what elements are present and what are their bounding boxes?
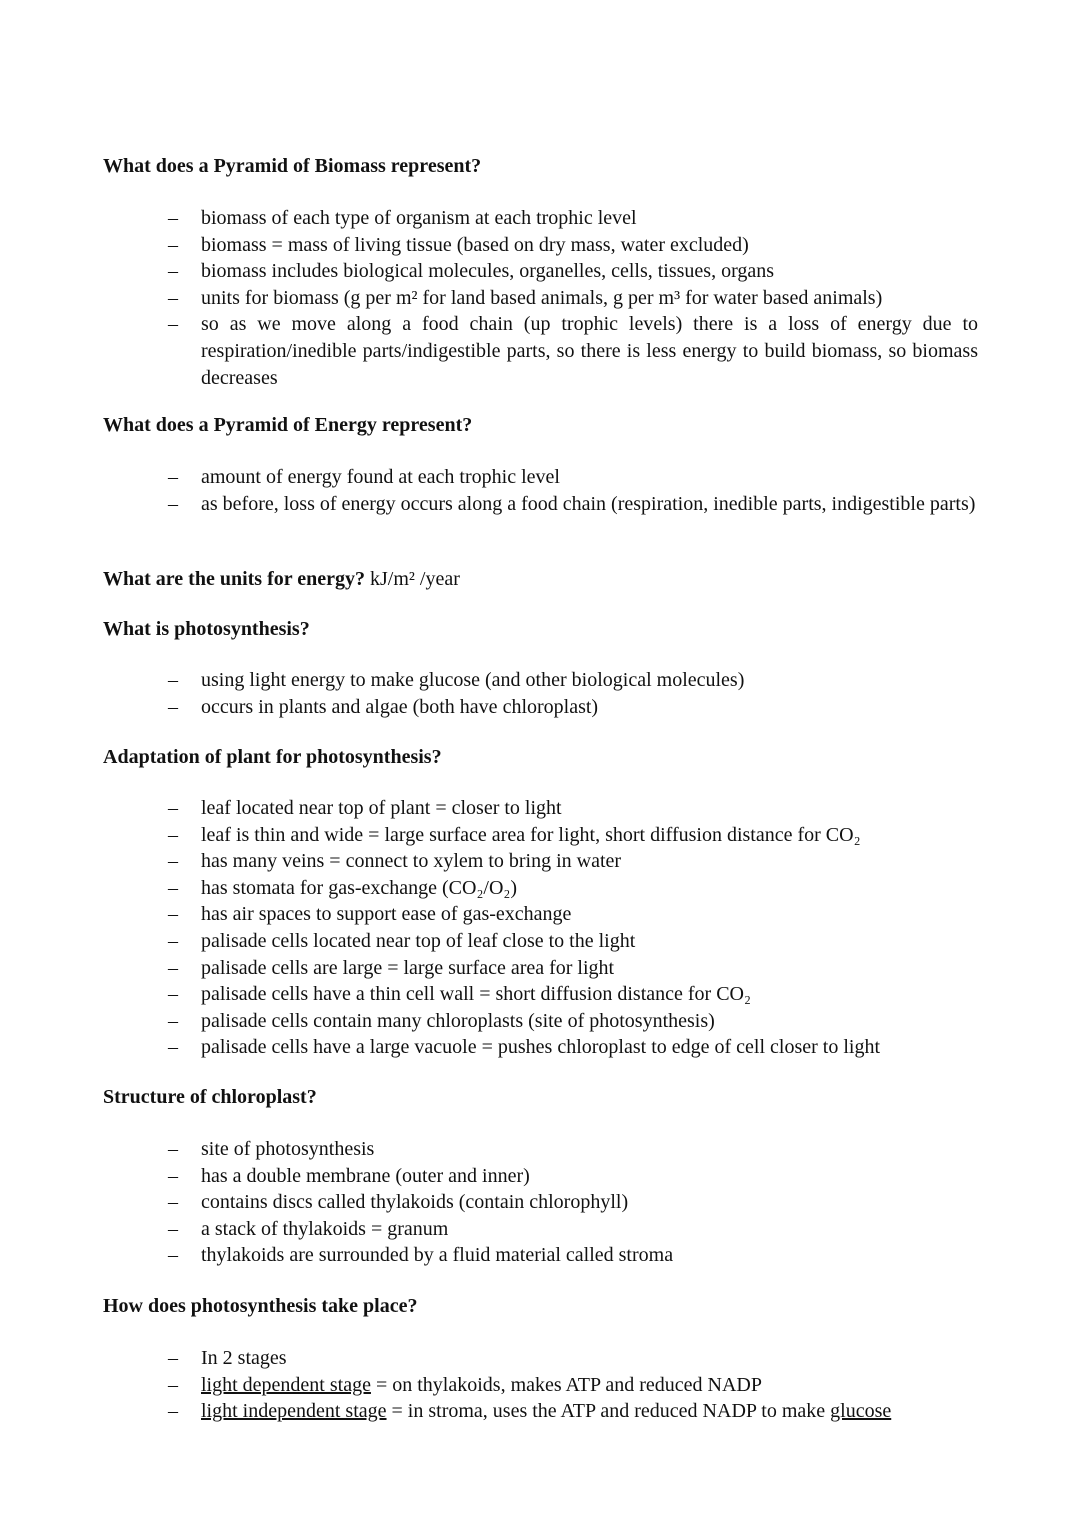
list-item: – leaf located near top of plant = closer to light (168, 795, 978, 822)
answer-list (168, 1136, 978, 1269)
bullet-dash: – (168, 313, 178, 336)
list-item: – light dependent stage = on thylakoids, makes ATP and reduced NADP (168, 1372, 978, 1399)
bullet-dash: – (168, 1191, 178, 1214)
term-underlined: light dependent stage (201, 1373, 371, 1396)
bullet-dash: – (168, 1400, 178, 1423)
term-underlined: glucose (830, 1400, 892, 1423)
bullet-dash: – (168, 1036, 178, 1059)
list-item: – leaf is thin and wide = large surface area for light, short diffusion distance for CO₂ (168, 822, 978, 849)
list-item: – biomass of each type of organism at each trophic level (168, 205, 978, 232)
list-item: – biomass includes biological molecules, organelles, cells, tissues, organs (168, 258, 978, 285)
bullet-dash: – (168, 1009, 178, 1032)
list-item: – palisade cells have a thin cell wall = short diffusion distance for CO₂ (168, 981, 978, 1008)
list-item: – palisade cells have a large vacuole = pushes chloroplast to edge of cell closer to light (168, 1034, 978, 1061)
list-item: – a stack of thylakoids = granum (168, 1216, 978, 1243)
bullet-dash: – (168, 207, 178, 229)
list-item: – units for biomass (g per m² for land based animals, g per m³ for water based animals) (168, 285, 978, 312)
bullet-dash: – (168, 1217, 178, 1240)
list-item: – site of photosynthesis (168, 1136, 978, 1163)
answer-list (168, 205, 978, 391)
bullet-dash: – (168, 260, 178, 283)
bullet-dash: – (168, 1373, 178, 1396)
list-item: – biomass = mass of living tissue (based on dry mass, water excluded) (168, 232, 978, 259)
bullet-dash: – (168, 286, 178, 309)
answer-list (168, 667, 978, 720)
bullet-dash: – (168, 1138, 178, 1160)
bullet-dash: – (168, 492, 178, 515)
bullet-dash: – (168, 903, 178, 926)
bullet-dash: – (168, 466, 178, 488)
list-item: – using light energy to make glucose (and other biological molecules) (168, 667, 978, 694)
bullet-dash: – (168, 823, 178, 846)
list-item: – as before, loss of energy occurs along a food chain (respiration, inedible parts, indigestible parts) (168, 491, 978, 518)
list-item: – has many veins = connect to xylem to bring in water (168, 848, 978, 875)
question-heading: How does photosynthesis take place? (103, 1295, 418, 1317)
list-item: – palisade cells contain many chloroplasts (site of photosynthesis) (168, 1008, 978, 1035)
list-item: – has stomata for gas-exchange (CO₂/O₂) (168, 875, 978, 902)
answer-text: kJ/m² /year (370, 568, 460, 590)
list-item: – has air spaces to support ease of gas-exchange (168, 901, 978, 928)
bullet-dash: – (168, 1164, 178, 1187)
bullet-dash: – (168, 1244, 178, 1267)
list-item: – palisade cells located near top of leaf close to the light (168, 928, 978, 955)
bullet-dash: – (168, 850, 178, 873)
bullet-dash: – (168, 669, 178, 691)
question-heading: What does a Pyramid of Biomass represent? (103, 155, 482, 177)
bullet-dash: – (168, 876, 178, 899)
list-item: – thylakoids are surrounded by a fluid material called stroma (168, 1242, 978, 1269)
list-item: – light independent stage = in stroma, uses the ATP and reduced NADP to make glucose (168, 1398, 978, 1425)
term-underlined: light independent stage (201, 1400, 387, 1423)
list-item: – has a double membrane (outer and inner) (168, 1163, 978, 1190)
list-item: – amount of energy found at each trophic level (168, 464, 978, 491)
list-item: – contains discs called thylakoids (contain chlorophyll) (168, 1189, 978, 1216)
answer-list (168, 795, 978, 1061)
question-heading: What does a Pyramid of Energy represent? (103, 414, 473, 436)
question-heading: Adaptation of plant for photosynthesis? (103, 746, 442, 768)
question-heading: What are the units for energy? kJ/m² /year (103, 568, 460, 590)
bullet-dash: – (168, 695, 178, 718)
list-item: – palisade cells are large = large surface area for light (168, 955, 978, 982)
bullet-dash: – (168, 929, 178, 952)
bullet-dash: – (168, 983, 178, 1006)
answer-list (168, 464, 978, 517)
list-item: – so as we move along a food chain (up trophic levels) there is a loss of energy due to respiration/inedible parts/indigestible parts, so there is less energy to build biomass, so biomass decreases (168, 313, 978, 389)
question-heading: Structure of chloroplast? (103, 1086, 317, 1108)
bullet-dash: – (168, 233, 178, 256)
answer-list (168, 1345, 978, 1425)
question-heading: What is photosynthesis? (103, 618, 310, 640)
list-item: – occurs in plants and algae (both have chloroplast) (168, 694, 978, 721)
bullet-dash: – (168, 797, 178, 819)
bullet-dash: – (168, 956, 178, 979)
bullet-dash: – (168, 1347, 178, 1369)
list-item: – In 2 stages (168, 1345, 978, 1372)
